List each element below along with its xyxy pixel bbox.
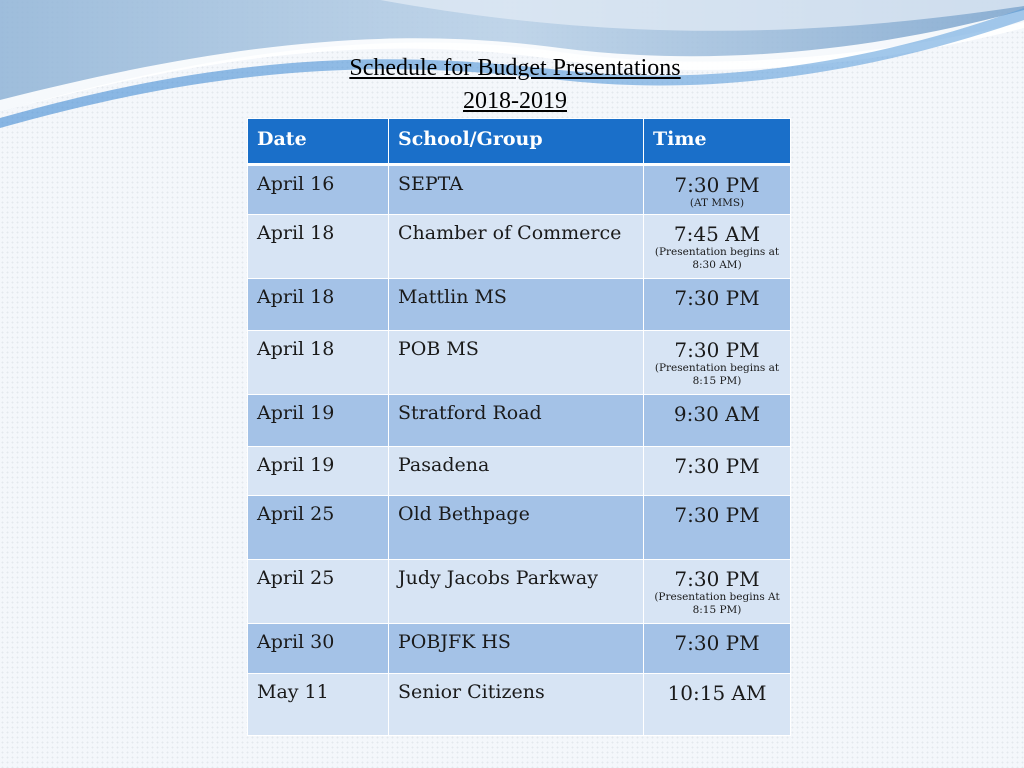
cell-date: April 25 — [248, 560, 389, 624]
table-row — [248, 395, 791, 447]
table-row — [248, 674, 791, 736]
cell-group: Pasadena — [389, 447, 644, 496]
time-value: 7:30 PM — [674, 454, 760, 478]
title-line-1: Schedule for Budget Presentations — [349, 55, 681, 81]
cell-group: Senior Citizens — [389, 674, 644, 736]
cell-time — [644, 447, 791, 496]
time-value: 9:30 AM — [673, 402, 761, 426]
cell-group: Chamber of Commerce — [389, 215, 644, 279]
column-header-school-group: School/Group — [389, 119, 644, 165]
time-note: (AT MMS) — [689, 197, 745, 209]
cell-time — [644, 624, 791, 674]
time-note: (Presentation begins At 8:15 PM) — [654, 591, 780, 616]
column-header-date: Date — [248, 119, 389, 165]
cell-date: April 30 — [248, 624, 389, 674]
time-value: 7:30 PM — [674, 503, 760, 527]
table-row — [248, 496, 791, 560]
cell-date: April 19 — [248, 447, 389, 496]
cell-date: April 16 — [248, 165, 389, 215]
table-row — [248, 279, 791, 331]
cell-date: May 11 — [248, 674, 389, 736]
cell-date: April 18 — [248, 279, 389, 331]
table-row — [248, 165, 791, 215]
time-value: 7:30 PM — [674, 567, 760, 591]
cell-group: Judy Jacobs Parkway — [389, 560, 644, 624]
time-note: (Presentation begins at 8:15 PM) — [654, 362, 780, 387]
cell-time — [644, 496, 791, 560]
table-row — [248, 331, 791, 395]
cell-time — [644, 215, 791, 279]
time-value: 7:45 AM — [673, 222, 761, 246]
cell-date: April 18 — [248, 331, 389, 395]
cell-group: Old Bethpage — [389, 496, 644, 560]
column-header-time: Time — [644, 119, 791, 165]
cell-time — [644, 165, 791, 215]
cell-date: April 18 — [248, 215, 389, 279]
table-header-row — [248, 119, 791, 165]
cell-group: SEPTA — [389, 165, 644, 215]
cell-date: April 19 — [248, 395, 389, 447]
time-value: 7:30 PM — [674, 286, 760, 310]
cell-group: Mattlin MS — [389, 279, 644, 331]
table-row — [248, 560, 791, 624]
cell-time — [644, 279, 791, 331]
cell-time — [644, 674, 791, 736]
table-row — [248, 447, 791, 496]
time-value: 7:30 PM — [674, 631, 760, 655]
table-row — [248, 624, 791, 674]
schedule-table — [247, 118, 791, 736]
cell-group: POBJFK HS — [389, 624, 644, 674]
time-value: 7:30 PM — [674, 338, 760, 362]
cell-time — [644, 331, 791, 395]
cell-time — [644, 395, 791, 447]
cell-group: Stratford Road — [389, 395, 644, 447]
cell-date: April 25 — [248, 496, 389, 560]
cell-group: POB MS — [389, 331, 644, 395]
cell-time — [644, 560, 791, 624]
table-row — [248, 215, 791, 279]
title-line-2: 2018-2019 — [463, 88, 567, 114]
time-value: 7:30 PM — [674, 173, 760, 197]
page-title — [0, 52, 1024, 118]
time-note: (Presentation begins at 8:30 AM) — [654, 246, 780, 271]
time-value: 10:15 AM — [667, 681, 767, 705]
